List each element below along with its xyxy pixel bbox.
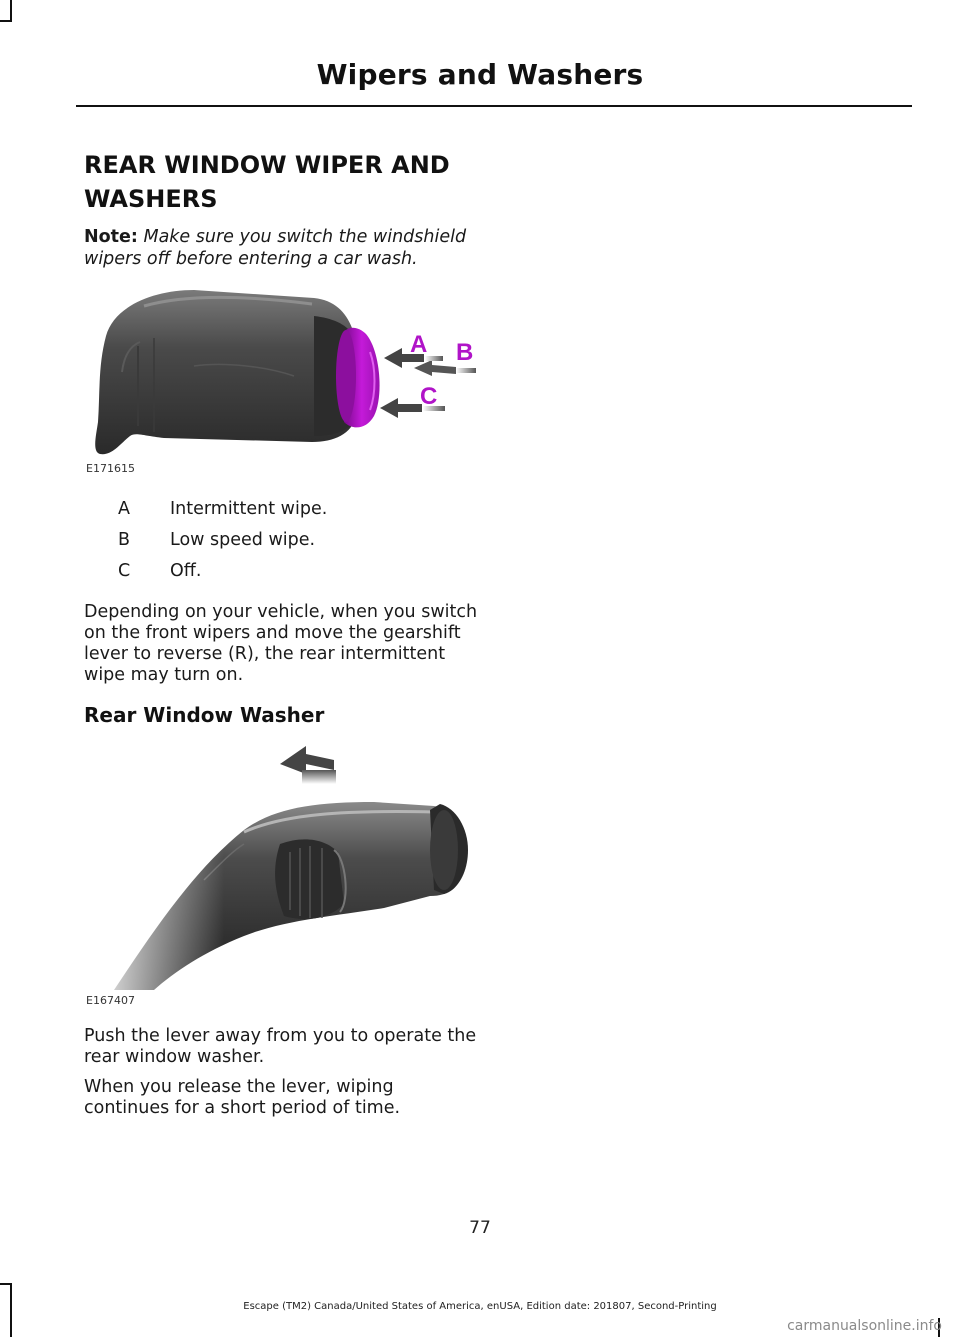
figure-code-2: E167407 <box>86 994 135 1007</box>
legend-desc: Intermittent wipe. <box>170 499 328 519</box>
paragraph-reverse-wipe: Depending on your vehicle, when you switch on the front wipers and move the gearshift lever to reverse (R), the rear intermittent wipe may turn on. <box>84 602 478 685</box>
legend-row-a <box>84 498 484 529</box>
legend-desc: Low speed wipe. <box>170 530 316 550</box>
legend-key: A <box>118 499 130 519</box>
crop-mark-bottom-left-h <box>0 1283 12 1285</box>
paragraph-release-lever: When you release the lever, wiping continues for a short period of time. <box>84 1077 401 1118</box>
figure-label-b: B <box>456 339 474 366</box>
figure-label-c: C <box>420 383 438 410</box>
figure-code-1: E171615 <box>86 462 135 475</box>
note-paragraph <box>84 226 494 270</box>
legend-row-b <box>84 529 484 560</box>
section-title <box>84 148 504 216</box>
subheading-rear-window-washer: Rear Window Washer <box>84 703 325 727</box>
crop-mark-top-left-v <box>10 0 12 20</box>
page-footer: Escape (TM2) Canada/United States of America, enUSA, Edition date: 201807, Second-Printing <box>243 1301 717 1312</box>
section-title-line-1: REAR WINDOW WIPER AND <box>84 151 450 179</box>
paragraph-push-lever: Push the lever away from you to operate the rear window washer. <box>84 1026 477 1067</box>
figure-label-a: A <box>410 331 428 358</box>
note-text: Make sure you switch the windshield wipers off before entering a car wash. <box>84 227 467 269</box>
figure-wiper-lever-tip <box>84 276 504 476</box>
header-divider <box>76 105 912 107</box>
legend-key: C <box>118 561 131 581</box>
figure-washer-lever <box>84 740 484 990</box>
note-label: Note: <box>84 227 138 247</box>
page-number: 77 <box>469 1218 491 1238</box>
legend-desc: Off. <box>170 561 202 581</box>
washer-lever-illustration <box>84 740 484 990</box>
legend-row-c <box>84 560 484 591</box>
crop-mark-top-left-h <box>0 20 12 22</box>
wiper-lever-tip-illustration <box>84 276 504 476</box>
watermark[interactable]: carmanualsonline.info <box>787 1318 942 1334</box>
section-title-line-2: WASHERS <box>84 185 218 213</box>
legend-list <box>84 498 484 591</box>
page-header-title: Wipers and Washers <box>316 58 644 91</box>
legend-key: B <box>118 530 131 550</box>
